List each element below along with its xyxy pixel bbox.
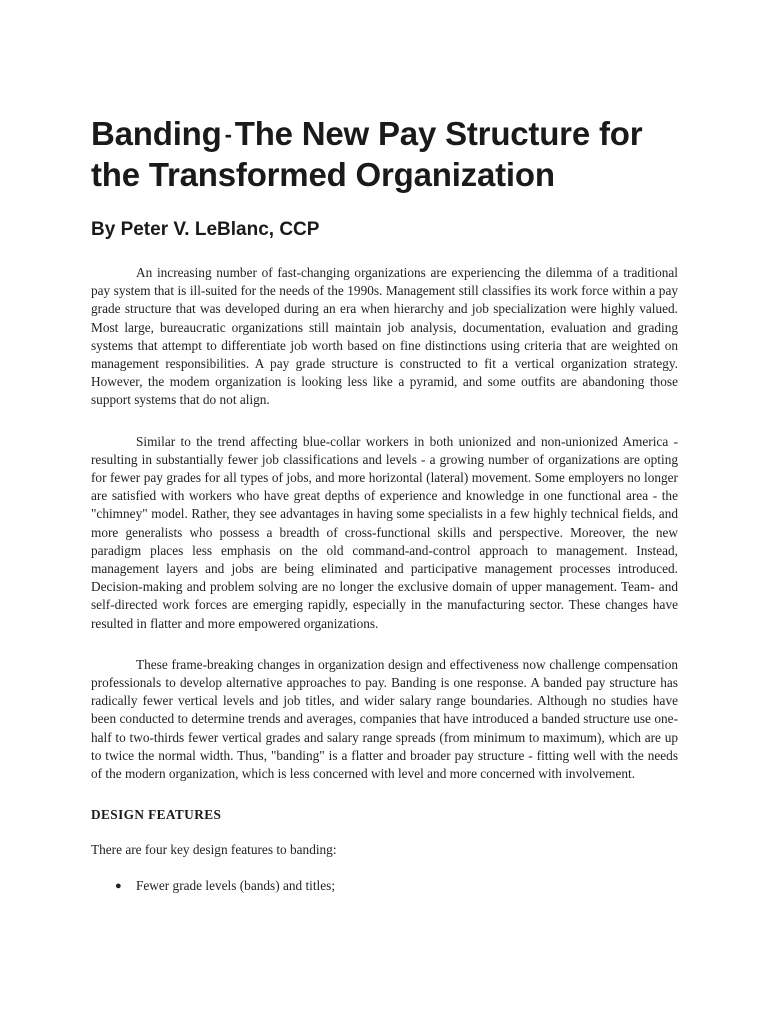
section-intro: There are four key design features to banding: <box>91 842 337 858</box>
body-paragraph-2: Similar to the trend affecting blue-collar workers in both unionized and non-unionized America - resulting in substantially fewer job classifications and levels - a growing number of organizations are opting for fewer pay grades for all types of jobs, and more horizontal (lateral) movement. Some employers no longer are satisfied with workers who have great depths of experience and knowledge in one functional area - the "chimney" model. Rather, they see advantages in having some specialists in a few highly technical fields, and more generalists who possess a breadth of cross-functional skills and perspective. Moreover, the new paradigm places less emphasis on the old command-and-control approach to management. Instead, management layers and jobs are being eliminated and participative management processes introduced. Decision-making and problem solving are no longer the exclusive domain of upper management. Team- and self-directed work forces are emerging rapidly, especially in the manufacturing sector. These changes have resulted in flatter and more empowered organizations. <box>91 433 678 631</box>
list-item-text: Fewer grade levels (bands) and titles; <box>136 878 336 894</box>
title-dash: - <box>224 122 232 147</box>
title-part-2: The New Pay Structure for the Transformed Organization <box>91 115 643 193</box>
bullet-icon: ● <box>115 880 122 893</box>
body-paragraph-1: An increasing number of fast-changing organizations are experiencing the dilemma of a traditional pay system that is ill-suited for the needs of the 1990s. Management still classifies its work force within a pay grade structure that was developed during an era when hierarchy and job specialization were highly valued. Most large, bureaucratic organizations still maintain job analysis, documentation, evaluation and grading systems that attempt to differentiate job worth based on fine distinctions using criteria that are weighted on management responsibilities. A pay grade structure is constructed to fit a vertical organization strategy. However, the modem organization is looking less like a pyramid, and some outfits are abandoning those support systems that do not align. <box>91 265 678 408</box>
list-item <box>91 877 678 895</box>
body-paragraph-3: These frame-breaking changes in organization design and effectiveness now challenge compensation professionals to develop alternative approaches to pay. Banding is one response. A banded pay structure has radically fewer vertical levels and job titles, and wider salary range boundaries. Although no studies have been conducted to determine trends and averages, companies that have introduced a banded structure use one-half to two-thirds fewer vertical grades and salary range spreads (from minimum to maximum), which are up to twice the normal width. Thus, "banding" is a flatter and broader pay structure - fitting well with the needs of the modern organization, which is less concerned with level and more concerned with involvement. <box>91 656 678 782</box>
title-part-1: Banding <box>91 115 222 152</box>
design-features-list <box>91 877 678 895</box>
author-byline: By Peter V. LeBlanc, CCP <box>91 219 320 240</box>
document-title <box>91 114 678 195</box>
section-heading-design-features: DESIGN FEATURES <box>91 807 222 823</box>
